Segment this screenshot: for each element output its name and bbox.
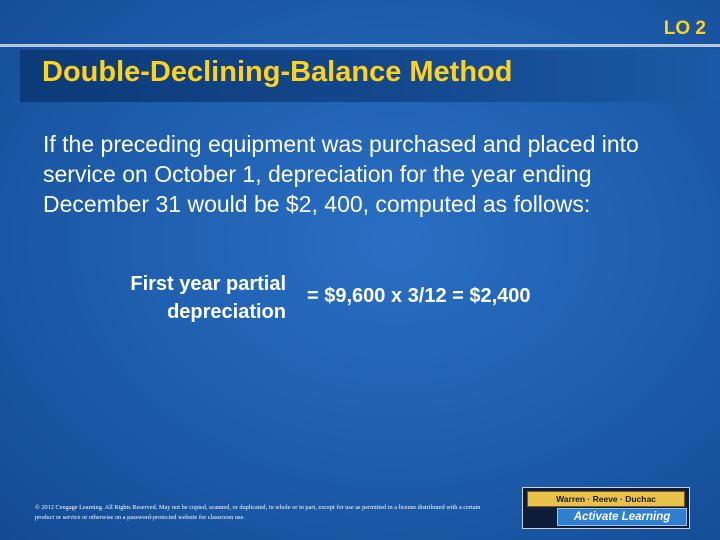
formula-expression: = $9,600 x 3/12 = $2,400 [307, 285, 531, 307]
formula-label-line1: First year partial [130, 273, 286, 295]
formula-label [130, 270, 286, 326]
header-divider [0, 44, 720, 47]
logo-tagline: Activate Learning [557, 508, 687, 526]
lo-tag: LO 2 [663, 18, 706, 39]
body-paragraph: If the preceding equipment was purchased and placed into service on October 1, depreciation for the year ending December 31 would be $2, 400, computed as follows: [43, 131, 639, 217]
publisher-logo [522, 487, 690, 529]
copyright-notice: © 2012 Cengage Learning. All Rights Reserved. May not be copied, scanned, or duplicated, in whole or in part, except for use as permitted in a license distributed with a certain product or service or otherwise on a password-protected website for classroom use. [35, 504, 481, 521]
formula-label-line2: depreciation [167, 301, 286, 323]
logo-authors: Warren · Reeve · Duchac [527, 491, 685, 507]
slide-title: Double-Declining-Balance Method [42, 56, 513, 88]
